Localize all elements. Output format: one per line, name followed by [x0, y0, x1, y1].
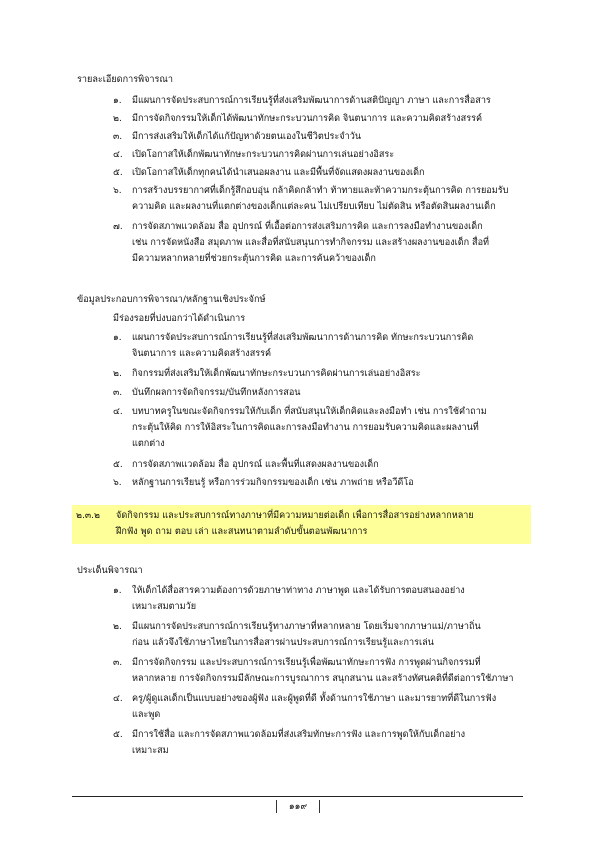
item-text: การจัดสภาพแวดล้อม สื่อ อุปกรณ์ ที่เอื้อต่อการส่งเสริมการคิด และการลงมือทำงานของเด็ก — [132, 222, 483, 232]
item-text: มีการใช้สื่อ และการจัดสภาพแวดล้อมที่ส่งเสริมทักษะการฟัง และการพูดให้กับเด็กอย่าง — [132, 730, 466, 740]
item-text: ครู/ผู้ดูแลเด็กเป็นแบบอย่างของผู้ฟัง และผู้พูดที่ดี ทั้งด้านการใช้ภาษา และมารยาทที่ดีในการฟัง — [132, 694, 497, 704]
item-number: ๕. — [113, 460, 123, 470]
item-text: เปิดโอกาสให้เด็กทุกคนได้นำเสนอผลงาน และมีพื้นที่จัดแสดงผลงานของเด็ก — [132, 168, 425, 178]
item-text: กิจกรรมที่ส่งเสริมให้เด็กพัฒนาทักษะกระบวนการคิดผ่านการเล่นอย่างอิสระ — [132, 369, 421, 379]
item-number: ๑. — [113, 586, 122, 596]
item-text: มีการจัดกิจกรรม และประสบการณ์การเรียนรู้เพื่อพัฒนาทักษะการฟัง การพูดผ่านกิจกรรมที่ — [132, 658, 481, 668]
item-text: เปิดโอกาสให้เด็กพัฒนาทักษะกระบวนการคิดผ่านการเล่นอย่างอิสระ — [132, 150, 395, 160]
item-number: ๓. — [113, 132, 123, 142]
item-text: การจัดสภาพแวดล้อม สื่อ อุปกรณ์ และพื้นที่แสดงผลงานของเด็ก — [132, 460, 379, 470]
item-text: แตกต่าง — [132, 439, 165, 449]
subsection-title-line: จัดกิจกรรม และประสบการณ์ทางภาษาที่มีความหมายต่อเด็ก เพื่อการสื่อสารอย่างหลากหลาย — [116, 511, 474, 521]
item-text: การสร้างบรรยากาศที่เด็กรู้สึกอบอุ่น กล้าคิดกล้าทำ ท้าทายและท้าความกระตุ้นการคิด การยอมรับ — [132, 186, 509, 196]
item-text: และพูด — [132, 710, 161, 720]
item-text: ความคิด และผลงานที่แตกต่างของเด็กแต่ละคน ไม่เปรียบเทียบ ไม่ตัดสิน หรือตัดสินผลงานเด็ก — [132, 202, 496, 212]
item-text: มีการจัดกิจกรรมให้เด็กได้พัฒนาทักษะกระบวนการคิด จินตนาการ และความคิดสร้างสรรค์ — [132, 114, 483, 124]
item-text: มีความหลากหลายที่ช่วยกระตุ้นการคิด และการค้นคว้าของเด็ก — [132, 254, 376, 264]
item-text: มีแผนการจัดประสบการณ์การเรียนรู้ทางภาษาที่หลากหลาย โดยเริ่มจากภาษาแม่/ภาษาถิ่น — [132, 622, 481, 632]
item-text: มีการส่งเสริมให้เด็กได้แก้ปัญหาด้วยตนเองในชีวิตประจำวัน — [132, 132, 362, 142]
item-text: ก่อน แล้วจึงใช้ภาษาไทยในการสื่อสารผ่านประสบการณ์การเรียนรู้และการเล่น — [132, 638, 434, 648]
item-number: ๗. — [113, 222, 123, 232]
section-heading-evidence: ข้อมูลประกอบการพิจารณา/หลักฐานเชิงประจักษ์ — [77, 295, 266, 305]
page-number-bar-right — [319, 800, 320, 813]
item-text: เหมาะสมตามวัย — [132, 602, 197, 612]
item-number: ๖. — [113, 478, 122, 488]
item-number: ๒. — [113, 369, 122, 379]
section-heading-considerations: รายละเอียดการพิจารณา — [77, 75, 173, 85]
item-text: กระตุ้นให้คิด การให้อิสระในการคิดและการลงมือทำงาน การยอมรับความคิดและผลงานที่ — [132, 423, 479, 433]
item-text: บันทึกผลการจัดกิจกรรม/บันทึกหลังการสอน — [132, 388, 301, 398]
section-heading-issues: ประเด็นพิจารณา — [77, 566, 143, 576]
item-text: แผนการจัดประสบการณ์การเรียนรู้ที่ส่งเสริมพัฒนาการด้านการคิด ทักษะกระบวนการคิด — [132, 333, 474, 343]
item-text: ให้เด็กได้สื่อสารความต้องการด้วยภาษาท่าทาง ภาษาพูด และได้รับการตอบสนองอย่าง — [132, 586, 465, 596]
item-number: ๕. — [113, 730, 123, 740]
item-number: ๒. — [113, 622, 122, 632]
section-intro: มีร่องรอยที่บ่งบอกว่าได้ดำเนินการ — [113, 314, 246, 324]
item-number: ๑. — [113, 333, 122, 343]
item-number: ๔. — [113, 694, 123, 704]
item-text: เช่น การจัดหนังสือ สมุดภาพ และสื่อที่สนับสนุนการทำกิจกรรม และสร้างผลงานของเด็ก สื่อที่ — [132, 238, 490, 248]
item-number: ๓. — [113, 658, 123, 668]
item-number: ๒. — [113, 114, 122, 124]
item-number: ๓. — [113, 388, 123, 398]
item-text: บทบาทครูในขณะจัดกิจกรรมให้กับเด็ก ที่สนับสนุนให้เด็กคิดและลงมือทำ เช่น การใช้คำถาม — [132, 407, 487, 417]
footer-divider — [72, 796, 523, 797]
item-text: มีแผนการจัดประสบการณ์การเรียนรู้ที่ส่งเสริมพัฒนาการด้านสติปัญญา ภาษา และการสื่อสาร — [132, 96, 491, 106]
item-text: หลักฐานการเรียนรู้ หรือการร่วมกิจกรรมของเด็ก เช่น ภาพถ่าย หรือวีดีโอ — [132, 478, 414, 488]
item-number: ๔. — [113, 407, 123, 417]
highlighted-subsection-heading — [72, 505, 531, 544]
item-number: ๔. — [113, 150, 123, 160]
subsection-title-line: ฝึกฟัง พูด ถาม ตอบ เล่า และสนทนาตามลำดับขั้นตอนพัฒนาการ — [116, 527, 368, 537]
page-number: ๑๑๙ — [288, 802, 308, 812]
item-text: หลากหลาย การจัดกิจกรรมมีลักษณะการบูรณาการ สนุกสนาน และสร้างทัศนคติที่ดีต่อการใช้ภาษา — [132, 674, 514, 684]
item-number: ๖. — [113, 186, 122, 196]
subsection-number: ๒.๓.๒ — [76, 511, 100, 521]
item-number: ๕. — [113, 168, 123, 178]
item-text: จินตนาการ และความคิดสร้างสรรค์ — [132, 349, 272, 359]
item-number: ๑. — [113, 96, 122, 106]
item-text: เหมาะสม — [132, 746, 169, 756]
